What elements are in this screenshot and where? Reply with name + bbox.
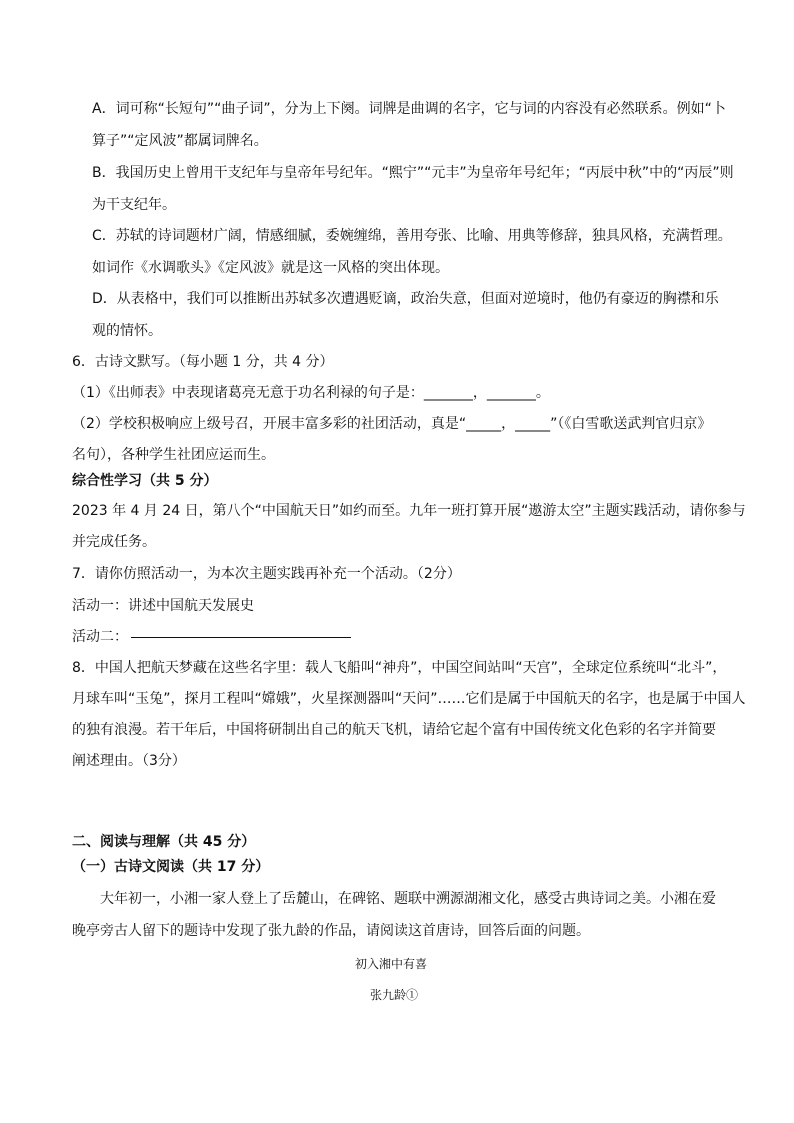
option-c-line2: 如词作《水调歌头》《定风波》就是这一风格的突出体现。 bbox=[92, 260, 449, 276]
q6-item1: （1）《出师表》中表现诸葛亮无意于功名利禄的句子是：_______，_______。 bbox=[72, 385, 550, 401]
section2-subtitle: （一）古诗文阅读（共 17 分） bbox=[72, 859, 270, 875]
q7-activity2-label: 活动二： bbox=[72, 629, 128, 645]
q6-title: 6．古诗文默写。（每小题 1 分，共 4 分） bbox=[72, 354, 334, 370]
comprehensive-intro-line1: 2023 年 4 月 24 日，第八个“中国航天日”如约而至。九年一班打算开展“遨游太空”主题实践活动，请你参与 bbox=[72, 503, 746, 519]
section2-title: 二、阅读与理解（共 45 分） bbox=[72, 834, 256, 850]
option-b-line2: 为干支纪年。 bbox=[92, 197, 176, 213]
poem-author: 张九龄① bbox=[370, 988, 419, 1002]
comprehensive-title: 综合性学习（共 5 分） bbox=[72, 473, 218, 489]
section2-para-line2: 晚亭旁古人留下的题诗中发现了张九龄的作品，请阅读这首唐诗，回答后面的问题。 bbox=[72, 923, 590, 939]
section2-para-line1: 大年初一，小湘一家人登上了岳麓山，在碑铭、题联中溯源湖湘文化，感受古典诗词之美。小湘在爱 bbox=[100, 891, 716, 907]
option-c-line1: C．苏轼的诗词题材广阔，情感细腻，委婉缠绵，善用夸张、比喻、用典等修辞，独具风格，充满哲理。 bbox=[92, 228, 732, 244]
option-a-line1: A．词可称“长短句”“曲子词”，分为上下阕。词牌是曲调的名字，它与词的内容没有必然联系。例如“卜 bbox=[92, 101, 726, 117]
q7-activity1: 活动一：讲述中国航天发展史 bbox=[72, 598, 254, 614]
q7-activity2-blank[interactable] bbox=[131, 637, 351, 638]
q8-line3: 的独有浪漫。若干年后，中国将研制出自己的航天飞机，请给它起个富有中国传统文化色彩的名字并简要 bbox=[72, 722, 716, 738]
q8-line2: 月球车叫“玉兔”，探月工程叫“嫦娥”，火星探测器叫“天问”……它们是属于中国航天的名字，也是属于中国人 bbox=[72, 691, 746, 707]
q6-item2-line1: （2）学校积极响应上级号召，开展丰富多彩的社团活动，真是“_____，_____”（《白雪歌送武判官归京》 bbox=[72, 416, 712, 432]
comprehensive-intro-line2: 并完成任务。 bbox=[72, 534, 156, 550]
option-d-line1: D．从表格中，我们可以推断出苏轼多次遭遇贬谪，政治失意，但面对逆境时，他仍有豪迈的胸襟和乐 bbox=[92, 291, 719, 307]
q8-line1: 8．中国人把航天梦藏在这些名字里：载人飞船叫“神舟”，中国空间站叫“天宫”，全球定位系统叫“北斗”， bbox=[72, 660, 727, 676]
option-b-line1: B．我国历史上曾用干支纪年与皇帝年号纪年。“熙宁”“元丰”为皇帝年号纪年；“丙辰中秋”中的“丙辰”则 bbox=[92, 165, 734, 181]
q6-item2-line2: 名句），各种学生社团应运而生。 bbox=[72, 447, 275, 463]
q8-line4: 阐述理由。（3分） bbox=[72, 753, 186, 769]
option-d-line2: 观的情怀。 bbox=[92, 323, 162, 339]
q7-title: 7．请你仿照活动一，为本次主题实践再补充一个活动。（2分） bbox=[72, 566, 461, 582]
option-a-line2: 算子”“定风波”都属词牌名。 bbox=[92, 133, 268, 149]
poem-title: 初入湘中有喜 bbox=[355, 957, 428, 971]
